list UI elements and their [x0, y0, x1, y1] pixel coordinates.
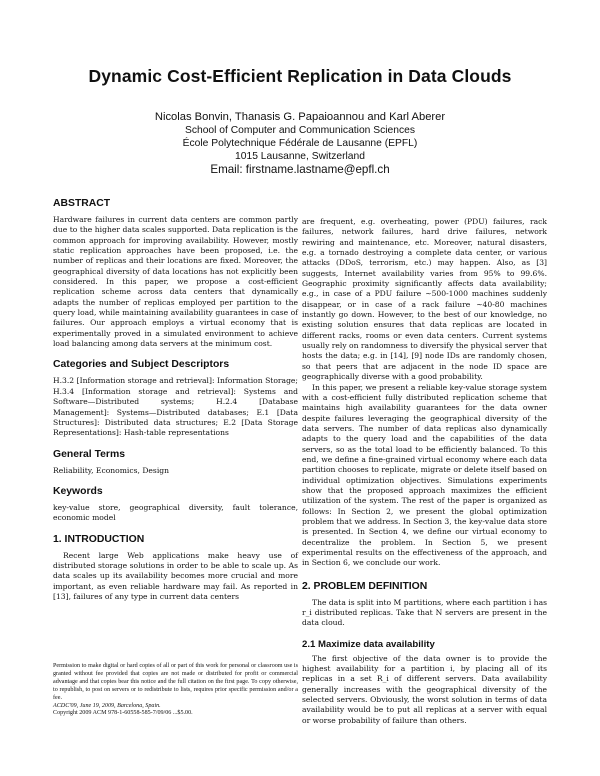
copyright-permission: Permission to make digital or hard copies of all or part of this work for personal or classroom use is granted without fee provided that copies are not made or distributed for profit or commercial advantage and that copies bear this notice and the full citation on the first page. To copy otherwise, to republish, to post on servers or to redistribute to lists, requires prior specific permission and/or a fee. [53, 663, 298, 701]
problem-heading: 2. PROBLEM DEFINITION [302, 580, 428, 592]
keywords-heading: Keywords [53, 485, 103, 497]
paper-title: Dynamic Cost-Efficient Replication in Data Clouds [88, 66, 512, 86]
author-school: School of Computer and Communication Sciences [184, 125, 416, 136]
keywords-text: key-value store, geographical diversity, fault tolerance, economic model [53, 502, 298, 523]
copyright-venue: ACDC'09, June 19, 2009, Barcelona, Spain. [53, 702, 161, 709]
author-names: Nicolas Bonvin, Thanasis G. Papaioannou and Karl Aberer [154, 111, 446, 123]
copyright-line: Copyright 2009 ACM 978-1-60558-585-7/09/06 ...$5.00. [53, 710, 193, 717]
author-city: 1015 Lausanne, Switzerland [235, 151, 365, 162]
abstract-heading: ABSTRACT [53, 198, 111, 209]
problem-text: The data is split into M partitions, where each partition i has r_i distributed replicas. Take that N servers are present in the data cloud. [302, 597, 547, 628]
copyright-notice [53, 663, 298, 718]
categories-heading: Categories and Subject Descriptors [53, 359, 230, 371]
availability-heading: 2.1 Maximize data availability [302, 638, 435, 650]
abstract-text: Hardware failures in current data centers are common partly due to the higher data scales supported. Data replication is the common approach for improving availability. However, mostly static replication approaches have been proposed, i.e. the number of replicas and their locations are fixed. Moreover, the geographical diversity of data locations has not explicitly been considered. In this paper, we propose a cost-efficient replication scheme across data centers that dynamically adapts the number of replicas employed per partition to the query load, while maintaining availability guarantees in case of failures. Our approach employs a virtual economy that is experimentally proved in a simulated environment to achieve load balancing among data servers at the minimum cost. [53, 215, 298, 349]
right-column [302, 217, 547, 726]
general-terms-text: Reliability, Economics, Design [53, 465, 170, 475]
introduction-heading: 1. INTRODUCTION [53, 533, 145, 545]
introduction-paragraph-2: are frequent, e.g. overheating, power (PDU) failures, rack failures, network failures, hard drive failures, network rewiring and maintenance, etc. Moreover, natural disasters, e.g. a tornado destroying a complete data center, or various attacks (DDoS, terrorism, etc.) may happen. Also, as [3] suggests, Internet availability varies from 95% to 99.6%. Geographic proximity significantly affects data availability; e.g., in case of a PDU failure ∼500-1000 machines suddenly disappear, or in case of a rack failure ∼40-80 machines instantly go down. However, to the best of our knowledge, no existing solution ensures that data replicas are located in different racks, rooms or even data centers. Current systems usually rely on randomness to diversify the physical server that hosts the data; e.g. in [14], [9] node IDs are randomly chosen, so that peers that are adjacent in the node ID space are geographically diverse with a good probability. [302, 217, 547, 382]
general-terms-heading: General Terms [53, 448, 125, 460]
author-institution: École Polytechnique Fédérale de Lausanne (EPFL) [182, 138, 418, 149]
availability-text: The first objective of the data owner is to provide the highest availability for a partition i, by placing all of its replicas in a set R_i of different servers. Data availability generally increases with the geographical diversity of the selected servers. Obviously, the worst solution in terms of data availability would be to put all replicas at a server with equal or worse probability of failure than others. [302, 653, 547, 725]
introduction-paragraph-3: In this paper, we present a reliable key-value storage system with a cost-efficient fully distributed replication scheme that maintains high availability guarantees for the data owner despite failures leveraging the geographical diversity of the data servers. The number of data replicas also dynamically adapts to the query load and the capabilities of the data servers, so as the total load to be efficiently balanced. To this end, we define a fine-grained virtual economy where each data partition chooses to replicate, migrate or delete itself based on individual optimization objectives. Simulations experiments show that the proposed approach maximizes the efficient utilization of the system. The rest of the paper is organized as follows: In Section 2, we present the global optimization problem that we address. In Section 3, the key-value data store is presented. In Section 4, we define our virtual economy to decentralize the problem. In Section 5, we present experimental results on the effectiveness of the approach, and in Section 6, we conclude our work. [302, 382, 547, 568]
left-column [53, 198, 298, 602]
categories-text: H.3.2 [Information storage and retrieval]: Information Storage; H.3.4 [Information storage and retrieval]: Systems and Software—Distributed systems; H.2.4 [Database Management]: Systems—Distributed databases; E.1 [Data Structures]: Distributed data structures; E.2 [Data Storage Representations]: Hash-table representations [53, 376, 298, 438]
introduction-paragraph-1: Recent large Web applications make heavy use of distributed storage solutions in order to be able to scale up. As data scales up its availability becomes more crucial and more important, as even reliable hardware may fail. As reported in [13], failures of any type in current data centers [53, 550, 298, 601]
author-email: Email: firstname.lastname@epfl.ch [210, 163, 390, 176]
